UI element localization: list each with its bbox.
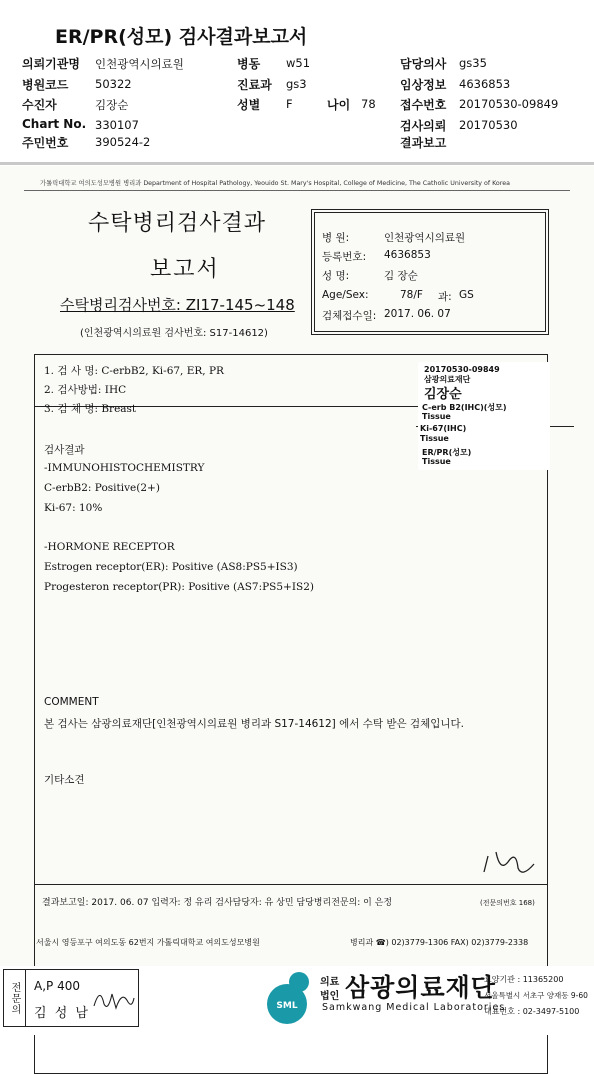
org-prefix-1: 의료 <box>320 977 340 988</box>
info-agesex-value: 78/F <box>400 289 423 301</box>
tel-line: 대표번호 : 02-3497-5100 <box>484 1007 580 1016</box>
origin-number: (인천광역시의료원 검사번호: S17-14612) <box>80 328 268 339</box>
receipt-label: 접수번호 <box>400 98 447 112</box>
hormone-title: -HORMONE RECEPTOR <box>44 541 175 553</box>
receipt-value: 20170530-09849 <box>459 97 559 111</box>
sex-label: 성별 <box>237 98 261 112</box>
age-value: 78 <box>361 97 376 111</box>
scan-title-line2: 보고서 <box>150 257 220 282</box>
ward-value: w51 <box>286 56 311 70</box>
clinical-label: 임상정보 <box>400 78 447 92</box>
result-cerbb2: C-erbB2: Positive(2+) <box>44 482 160 494</box>
report-title: ER/PR(성모) 검사결과보고서 <box>55 26 308 48</box>
sticker-test-1: C-erb B2(IHC)(성모) <box>422 403 507 412</box>
dept-value: gs3 <box>286 77 307 91</box>
sticker-specimen-1: Tissue <box>422 412 451 421</box>
info-dept-label: 과: <box>438 291 452 303</box>
request-value: 20170530 <box>459 118 518 132</box>
sticker-barcode-no: 20170530-09849 <box>424 365 500 374</box>
info-dept-value: GS <box>459 289 474 301</box>
reg-line: 요양기관 : 11365200 <box>484 975 564 984</box>
pathologist-signature <box>478 842 548 882</box>
test-item-3: 3. 검 체 명: Breast <box>44 403 137 415</box>
request-label: 검사의뢰 <box>400 119 447 133</box>
info-name-value: 김 장순 <box>384 270 418 282</box>
address-line: 서울시 영등포구 여의도동 62번지 가톨릭대학교 여의도성모병원 <box>36 938 260 947</box>
chart-value: 330107 <box>95 118 139 132</box>
org-name: 삼광의료재단 <box>345 973 496 1002</box>
info-hospital-label: 병 원: <box>322 232 350 244</box>
ward-label: 병동 <box>237 57 261 71</box>
comment-text: 본 검사는 삼광의료재단[인천광역시의료원 병리과 S17-14612] 에서 수탁 받은 검체입니다. <box>44 718 465 730</box>
report-header <box>0 0 594 168</box>
id-value: 390524-2 <box>95 135 151 149</box>
patient-label: 수진자 <box>22 98 57 112</box>
header-divider <box>0 162 594 165</box>
report-footer-line: 결과보고일: 2017. 06. 07 입력자: 정 유리 검사담당자: 유 상민 담당병리전문의: 이 은정 <box>42 898 393 908</box>
phone-line: 병리과 ☎) 02)3779-1306 FAX) 02)3779-2338 <box>350 938 529 947</box>
scanned-report <box>0 166 594 966</box>
dept-label: 진료과 <box>237 78 272 92</box>
clinical-value: 4636853 <box>459 77 511 91</box>
address-info: 서울특별시 서초구 양재동 9-60 <box>484 991 588 1000</box>
license-number: (전문의번호 168) <box>480 899 535 907</box>
sticker-specimen-2: Tissue <box>420 434 449 443</box>
org-prefix-2: 법인 <box>320 991 340 1002</box>
result-pr: Progesteron receptor(PR): Positive (AS7:PS5+IS2) <box>44 581 314 593</box>
hospital-value: 인천광역시의료원 <box>95 57 184 71</box>
lab-footer <box>0 966 594 1035</box>
sticker-specimen-3: Tissue <box>422 457 451 466</box>
stamp-line1: A,P 400 <box>34 979 80 993</box>
etc-title: 기타소견 <box>44 774 85 786</box>
sticker-org: 삼광의료재단 <box>424 375 471 384</box>
stamp-tag: 전문의 <box>4 970 26 1026</box>
info-name-label: 성 명: <box>322 270 350 282</box>
test-item-2: 2. 검사방법: IHC <box>44 384 127 396</box>
org-english-name: Samkwang Medical Laboratories <box>322 1002 506 1013</box>
chart-label: Chart No. <box>22 117 87 131</box>
sticker-test-2: Ki-67(IHC) <box>420 424 467 433</box>
ihc-title: -IMMUNOHISTOCHEMISTRY <box>44 462 205 474</box>
scan-title-line1: 수탁병리검사결과 <box>88 211 267 236</box>
consign-number: 수탁병리검사번호: ZI17-145~148 <box>60 296 295 314</box>
report-label: 결과보고 <box>400 136 447 150</box>
info-reg-label: 등록번호: <box>322 251 367 263</box>
stamp-line2: 김 성 남 <box>34 1006 90 1021</box>
hospcode-label: 병원코드 <box>22 78 69 92</box>
sml-logo-icon <box>263 970 317 1026</box>
patient-value: 김장순 <box>95 98 129 112</box>
result-ki67: Ki-67: 10% <box>44 502 103 514</box>
info-agesex-label: Age/Sex: <box>322 289 369 301</box>
sticker-test-3: ER/PR(성모) <box>422 448 472 457</box>
doctor-value: gs35 <box>459 56 487 70</box>
sticker-patient: 김장순 <box>424 387 462 402</box>
hospital-label: 의뢰기관명 <box>22 57 80 71</box>
hospcode-value: 50322 <box>95 77 132 91</box>
logo-text: SML <box>276 1001 298 1011</box>
doctor-label: 담당의사 <box>400 57 447 71</box>
result-er: Estrogen receptor(ER): Positive (AS8:PS5+IS3) <box>44 561 298 573</box>
info-date-label: 검체접수일: <box>322 310 377 322</box>
id-label: 주민번호 <box>22 136 69 150</box>
sex-value: F <box>286 97 293 111</box>
info-hospital-value: 인천광역시의료원 <box>384 232 466 244</box>
age-label: 나이 <box>327 98 351 112</box>
test-item-1: 1. 검 사 명: C-erbB2, Ki-67, ER, PR <box>44 365 224 377</box>
info-date-value: 2017. 06. 07 <box>384 308 451 320</box>
comment-title: COMMENT <box>44 696 99 708</box>
scan-banner: 가톨릭대학교 여의도성모병원 병리과 Department of Hospital Pathology, Yeouido St. Mary's Hospital, College of Medicine, The Catholic University of Korea <box>40 180 510 187</box>
info-reg-value: 4636853 <box>384 249 431 261</box>
results-heading: 검사결과 <box>44 444 85 456</box>
stamp-signature <box>90 984 136 1014</box>
specialist-stamp <box>3 969 139 1027</box>
